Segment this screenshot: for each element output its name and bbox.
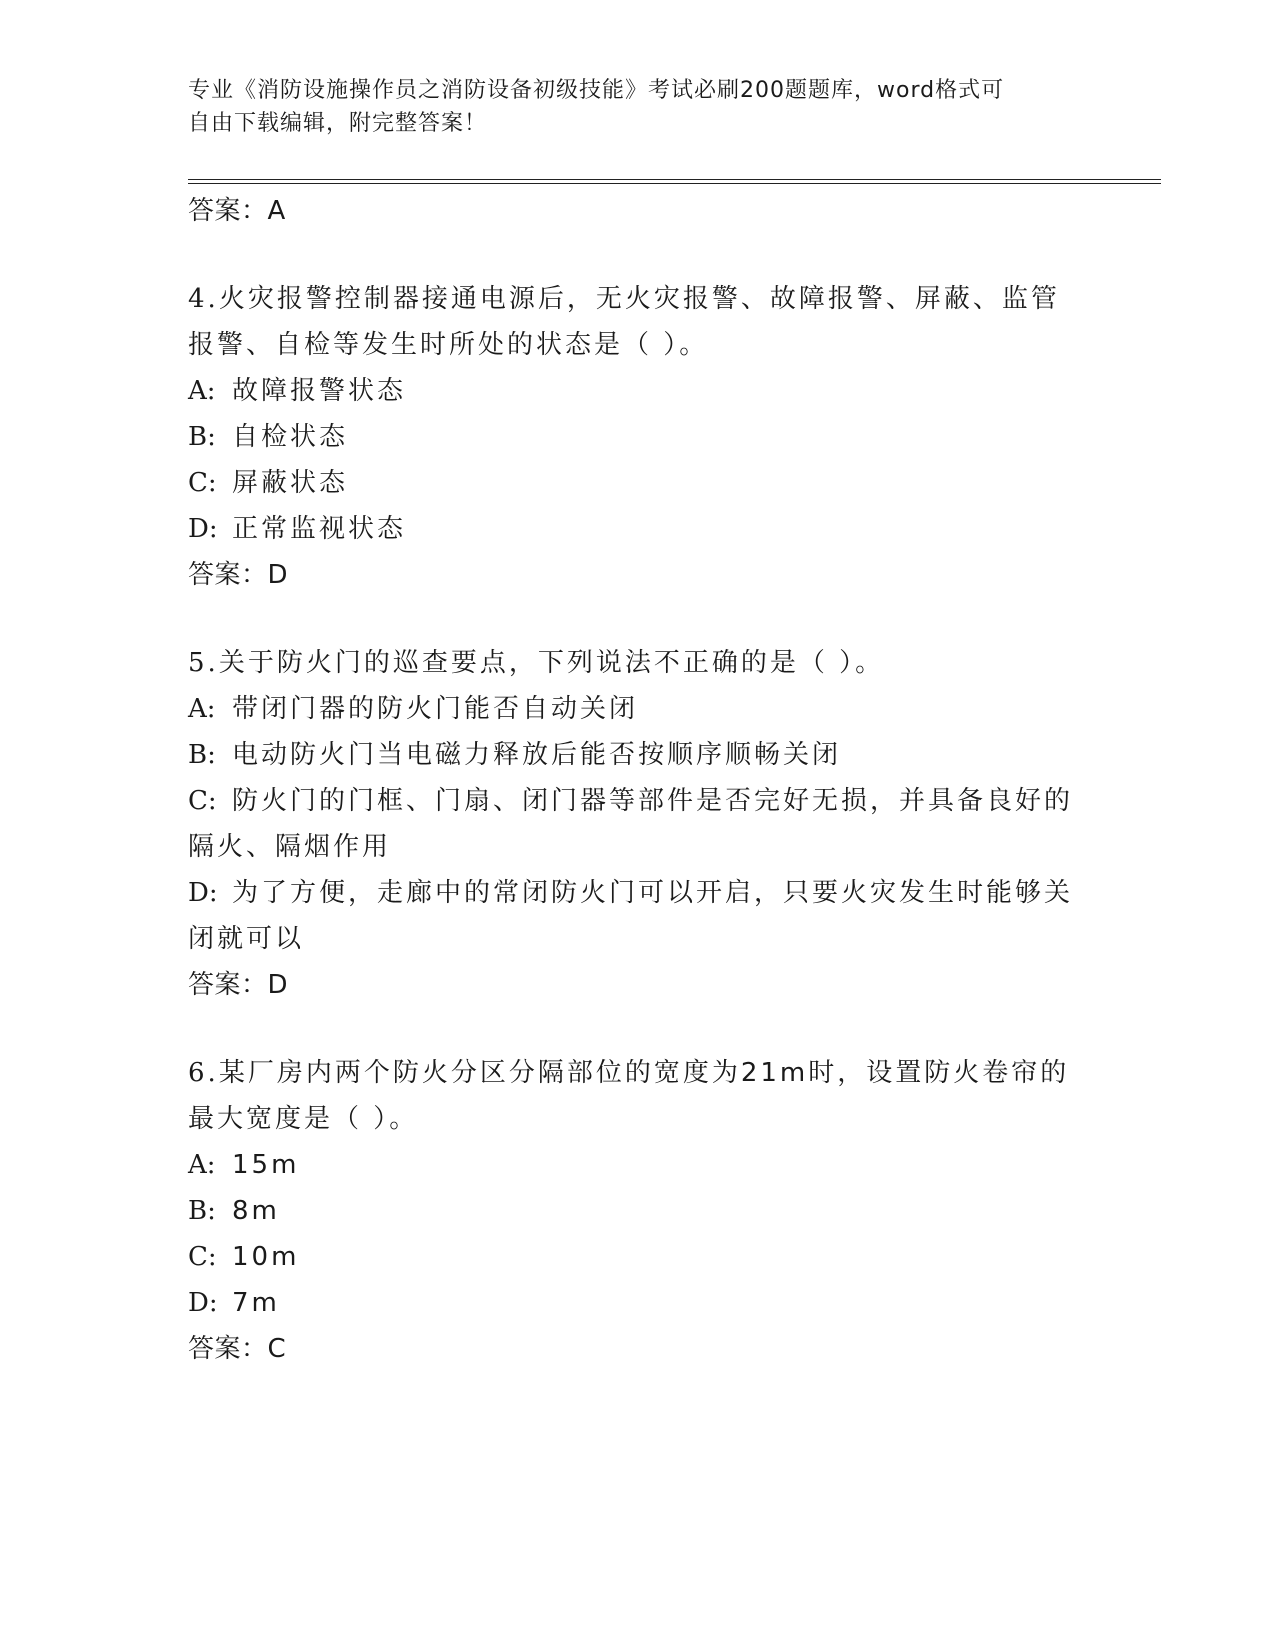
option-key: B: [188,1196,216,1226]
question-number: 5. [188,648,219,678]
option-d-continued: 闭就可以 [188,924,305,954]
option-key: A: [188,694,216,724]
option-d [188,870,1088,916]
question-stem-line-1: 关于防火门的巡查要点，下列说法不正确的是（ ）。 [218,648,885,678]
option-d [188,1280,1088,1326]
question-block [188,640,1088,1008]
option-text: 自检状态 [232,422,349,452]
option-text: 带闭门器的防火门能否自动关闭 [232,694,639,724]
option-b [188,732,1088,778]
option-c [188,460,1088,506]
option-text: 故障报警状态 [232,376,407,406]
answer-prefix: 答案： [188,560,268,590]
question-stem [188,1050,1088,1096]
option-a [188,1142,1088,1188]
answer-line [188,962,1088,1008]
option-key: D: [188,514,218,544]
option-text: 7m [232,1288,280,1318]
option-key: C: [188,468,217,498]
option-key: C: [188,786,217,816]
answer-prefix: 答案： [188,196,268,226]
option-a [188,368,1088,414]
option-key: A: [188,376,216,406]
option-d [188,506,1088,552]
option-c-continued: 隔火、隔烟作用 [188,832,392,862]
header-line-1: 专业《消防设施操作员之消防设备初级技能》考试必刷200题题库，word格式可 [188,78,1005,103]
answer-value: A [267,196,286,226]
question-block [188,276,1088,598]
question-stem-line-1: 某厂房内两个防火分区分隔部位的宽度为21m时，设置防火卷帘的 [218,1058,1070,1088]
question-number: 4. [188,284,219,314]
option-text: 15m [232,1150,300,1180]
option-text: 10m [232,1242,300,1272]
question-stem [188,640,1088,686]
question-stem-line-2: 报警、自检等发生时所处的状态是（ ）。 [188,330,709,360]
question-stem-line-1: 火灾报警控制器接通电源后，无火灾报警、故障报警、屏蔽、监管 [218,284,1060,314]
answer-value: D [267,970,289,1000]
answer-value: D [267,560,289,590]
option-c [188,1234,1088,1280]
option-key: D: [188,1288,218,1318]
option-text: 电动防火门当电磁力释放后能否按顺序顺畅关闭 [232,740,842,770]
header-line-2: 自由下载编辑，附完整答案！ [188,111,488,136]
answer-prefix: 答案： [188,1334,268,1364]
answer-line [188,188,1088,234]
question-number: 6. [188,1058,219,1088]
answer-line [188,1326,1088,1372]
header-divider-bottom [188,183,1161,184]
option-text: 屏蔽状态 [232,468,349,498]
option-c [188,778,1088,824]
option-text: 8m [232,1196,280,1226]
option-key: C: [188,1242,217,1272]
header-divider-top [188,179,1161,180]
answer-prefix: 答案： [188,970,268,1000]
question-block [188,1050,1088,1372]
option-b [188,414,1088,460]
option-key: B: [188,740,216,770]
option-key: A: [188,1150,216,1180]
option-key: B: [188,422,216,452]
question-list [188,188,1088,1372]
option-a [188,686,1088,732]
document-header [188,74,1068,140]
option-text: 防火门的门框、门扇、闭门器等部件是否完好无损，并具备良好的 [232,786,1074,816]
option-key: D: [188,878,218,908]
option-text: 为了方便，走廊中的常闭防火门可以开启，只要火灾发生时能够关 [232,878,1074,908]
option-text: 正常监视状态 [232,514,407,544]
option-b [188,1188,1088,1234]
question-stem-line-2: 最大宽度是（ ）。 [188,1104,419,1134]
answer-value: C [267,1334,287,1364]
answer-line [188,552,1088,598]
question-stem [188,276,1088,322]
